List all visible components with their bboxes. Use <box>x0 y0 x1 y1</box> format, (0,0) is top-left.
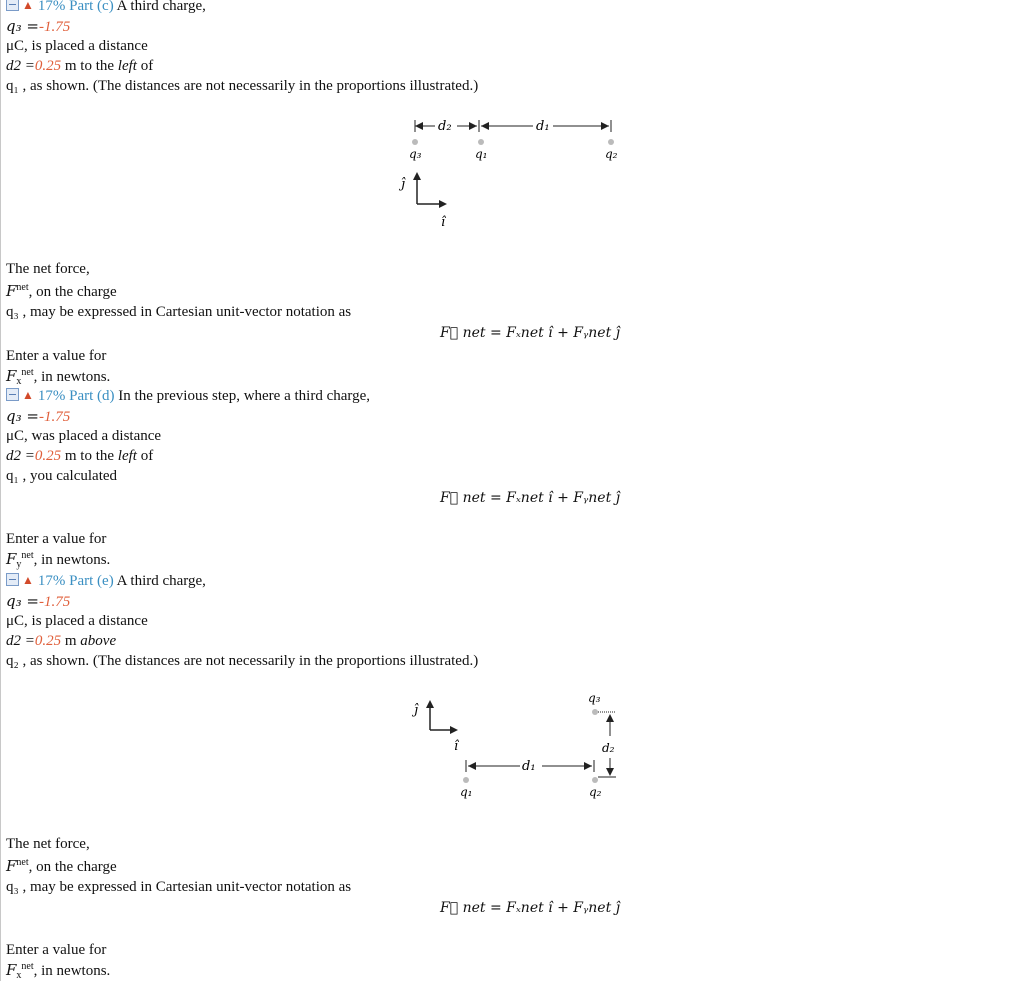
q1-charge-dot <box>478 139 484 145</box>
q3-value: -1.75 <box>38 19 71 35</box>
d2-rest: m <box>61 633 81 649</box>
q2-text: q₂ <box>605 147 618 161</box>
part-e-label[interactable]: Part (e) <box>69 573 114 589</box>
part-e-diagram <box>400 688 630 804</box>
d2-text: d₂ <box>602 741 615 755</box>
d2-direction: above <box>80 633 117 649</box>
part-c-force-l1: The net force, <box>6 261 90 277</box>
part-d-label[interactable]: Part (d) <box>69 388 115 404</box>
part-c-label[interactable]: Part (c) <box>69 0 114 14</box>
part-c-force-l2 <box>6 281 117 304</box>
j-unit-text: ĵ <box>414 703 419 718</box>
part-e-header <box>6 571 206 591</box>
q3-label: q₃ = <box>6 17 39 35</box>
enter-sub: x <box>16 970 22 981</box>
enter-sub: x <box>16 376 22 387</box>
collapse-icon[interactable] <box>6 573 19 586</box>
left-border <box>0 0 1 981</box>
d2-label: d2 = <box>6 58 35 74</box>
d2-value: 0.25 <box>34 58 62 74</box>
d1-text: d₁ <box>522 759 536 774</box>
collapse-icon[interactable] <box>6 0 19 11</box>
q3-value: -1.75 <box>38 409 71 425</box>
d1-text: d₁ <box>536 119 550 134</box>
part-c-intro: A third charge, <box>116 0 206 14</box>
warning-icon: ▲ <box>22 0 34 12</box>
part-e-force-l1: The net force, <box>6 836 90 852</box>
part-d-d2-line <box>6 446 153 466</box>
part-d-header <box>6 386 370 406</box>
enter-sup: net <box>21 961 34 972</box>
force-sup: net <box>16 282 29 293</box>
d2-text: d₂ <box>438 119 452 134</box>
force-symbol: F <box>6 857 17 875</box>
part-e-equation: F⃗ net = Fₓnet î + Fᵧnet ĵ <box>440 900 620 916</box>
q3-charge-dot <box>412 139 418 145</box>
force-text: , on the charge <box>28 284 117 300</box>
part-c-last-line: q₁ , as shown. (The distances are not necessarily in the proportions illustrated.) <box>6 78 479 94</box>
part-d-equation: F⃗ net = Fₓnet î + Fᵧnet ĵ <box>440 490 620 506</box>
collapse-icon[interactable] <box>6 388 19 401</box>
enter-sup: net <box>21 367 34 378</box>
part-d-enter-l1: Enter a value for <box>6 531 107 547</box>
q2-text: q₂ <box>589 785 602 799</box>
part-c-unit-line: μC, is placed a distance <box>6 38 148 54</box>
enter-symbol: F <box>6 550 17 568</box>
part-e-force-l2 <box>6 856 117 879</box>
part-e-force-l3: q₃ , may be expressed in Cartesian unit-vector notation as <box>6 879 352 895</box>
enter-text: , in newtons. <box>33 963 111 979</box>
d2-rest-post: of <box>136 448 154 464</box>
part-e-unit-line: μC, is placed a distance <box>6 613 148 629</box>
d2-label: d2 = <box>6 633 35 649</box>
enter-text: , in newtons. <box>33 369 111 385</box>
q3-text: q₃ <box>588 691 601 705</box>
q1-charge-dot <box>463 777 469 783</box>
q3-charge-dot <box>592 709 598 715</box>
part-c-d2-line <box>6 56 153 76</box>
force-sup: net <box>16 857 29 868</box>
part-d-percent: 17% <box>37 388 66 404</box>
q3-label: q₃ = <box>6 592 39 610</box>
part-d-last-line: q₁ , you calculated <box>6 468 118 484</box>
part-e-enter-l1: Enter a value for <box>6 942 107 958</box>
warning-icon: ▲ <box>22 573 34 587</box>
q3-value: -1.75 <box>38 594 71 610</box>
warning-icon: ▲ <box>22 388 34 402</box>
part-e-d2-line <box>6 631 116 651</box>
d2-rest-post: of <box>136 58 154 74</box>
q3-label: q₃ = <box>6 407 39 425</box>
enter-symbol: F <box>6 367 17 385</box>
part-d-q3-line <box>6 406 70 427</box>
d2-value: 0.25 <box>34 633 62 649</box>
d2-rest: m to the <box>61 448 118 464</box>
i-unit-text: î <box>441 215 446 230</box>
force-symbol: F <box>6 282 17 300</box>
part-d-intro: In the previous step, where a third charge, <box>118 388 371 404</box>
q2-charge-dot <box>592 777 598 783</box>
part-e-q3-line <box>6 591 70 612</box>
part-e-intro: A third charge, <box>116 573 206 589</box>
d2-direction: left <box>117 448 137 464</box>
d2-rest: m to the <box>61 58 118 74</box>
q1-text: q₁ <box>460 785 473 799</box>
i-unit-text: î <box>454 739 459 754</box>
j-unit-text: ĵ <box>401 177 406 192</box>
part-d-enter-l2 <box>6 549 110 572</box>
part-e-last-line: q₂ , as shown. (The distances are not necessarily in the proportions illustrated.) <box>6 653 479 669</box>
d2-direction: left <box>117 58 137 74</box>
enter-sub: y <box>16 559 22 570</box>
part-e-percent: 17% <box>37 573 66 589</box>
d2-value: 0.25 <box>34 448 62 464</box>
enter-sup: net <box>21 550 34 561</box>
part-d-unit-line: μC, was placed a distance <box>6 428 162 444</box>
part-c-force-l3: q₃ , may be expressed in Cartesian unit-vector notation as <box>6 304 352 320</box>
enter-symbol: F <box>6 961 17 979</box>
part-c-enter-l1: Enter a value for <box>6 348 107 364</box>
enter-text: , in newtons. <box>33 552 111 568</box>
q3-text: q₃ <box>409 147 422 161</box>
d2-label: d2 = <box>6 448 35 464</box>
part-e-enter-l2 <box>6 960 110 983</box>
part-c-equation: F⃗ net = Fₓnet î + Fᵧnet ĵ <box>440 325 620 341</box>
q2-charge-dot <box>608 139 614 145</box>
part-c-header <box>6 0 206 16</box>
part-c-percent: 17% <box>37 0 66 14</box>
q1-text: q₁ <box>475 147 488 161</box>
force-text: , on the charge <box>28 859 117 875</box>
part-c-diagram <box>395 112 635 234</box>
part-c-q3-line <box>6 16 70 37</box>
